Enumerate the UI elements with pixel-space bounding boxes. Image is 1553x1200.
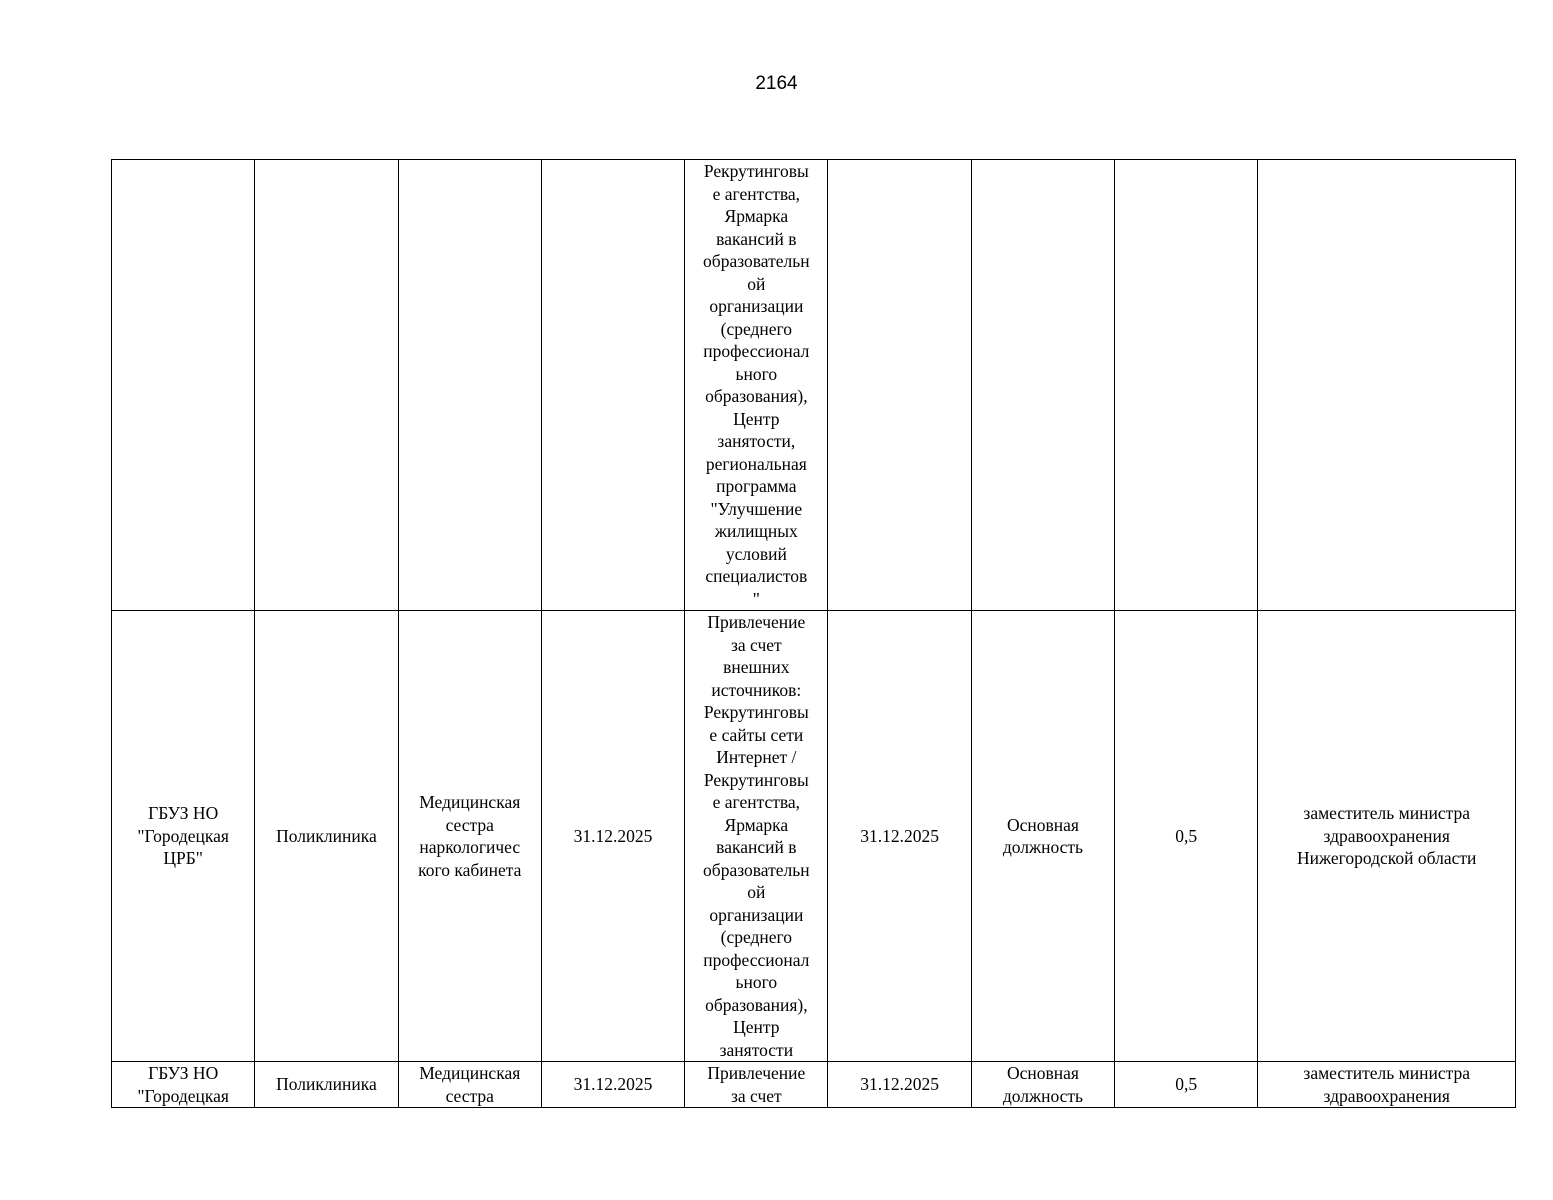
source-cell: Привлечение за счет внешних источников: Рекрутинговы е сайты сети Интернет / Рекрутинговы е агентства, Ярмарка вакансий в образовательн ой организации (среднего профессионал ьного образования), Центр занятости [685, 611, 828, 1062]
date-cell [541, 160, 684, 611]
source-cell: Привлечение за счет [685, 1062, 828, 1108]
date-cell: 31.12.2025 [541, 611, 684, 1062]
document-table [111, 159, 1516, 1108]
position-cell [398, 160, 541, 611]
job-type-cell: Основная должность [971, 1062, 1114, 1108]
date-cell: 31.12.2025 [828, 1062, 971, 1108]
org-cell: ГБУЗ НО "Городецкая [112, 1062, 255, 1108]
date-cell [828, 160, 971, 611]
responsible-cell: заместитель министра здравоохранения [1258, 1062, 1516, 1108]
job-type-cell: Основная должность [971, 611, 1114, 1062]
table-row [112, 611, 1516, 1062]
position-cell: Медицинская сестра наркологичес кого кабинета [398, 611, 541, 1062]
table-row [112, 160, 1516, 611]
org-cell: ГБУЗ НО "Городецкая ЦРБ" [112, 611, 255, 1062]
org-cell [112, 160, 255, 611]
page-number: 2164 [755, 73, 798, 94]
rate-cell: 0,5 [1115, 611, 1258, 1062]
unit-cell: Поликлиника [255, 1062, 398, 1108]
unit-cell: Поликлиника [255, 611, 398, 1062]
rate-cell: 0,5 [1115, 1062, 1258, 1108]
date-cell: 31.12.2025 [541, 1062, 684, 1108]
position-cell: Медицинская сестра [398, 1062, 541, 1108]
source-cell: Рекрутинговы е агентства, Ярмарка вакансий в образовательн ой организации (среднего профессионал ьного образования), Центр занятости, региональная программа "Улучшение жилищных условий специалистов " [685, 160, 828, 611]
unit-cell [255, 160, 398, 611]
responsible-cell: заместитель министра здравоохранения Нижегородской области [1258, 611, 1516, 1062]
job-type-cell [971, 160, 1114, 611]
date-cell: 31.12.2025 [828, 611, 971, 1062]
rate-cell [1115, 160, 1258, 611]
table-row [112, 1062, 1516, 1108]
responsible-cell [1258, 160, 1516, 611]
